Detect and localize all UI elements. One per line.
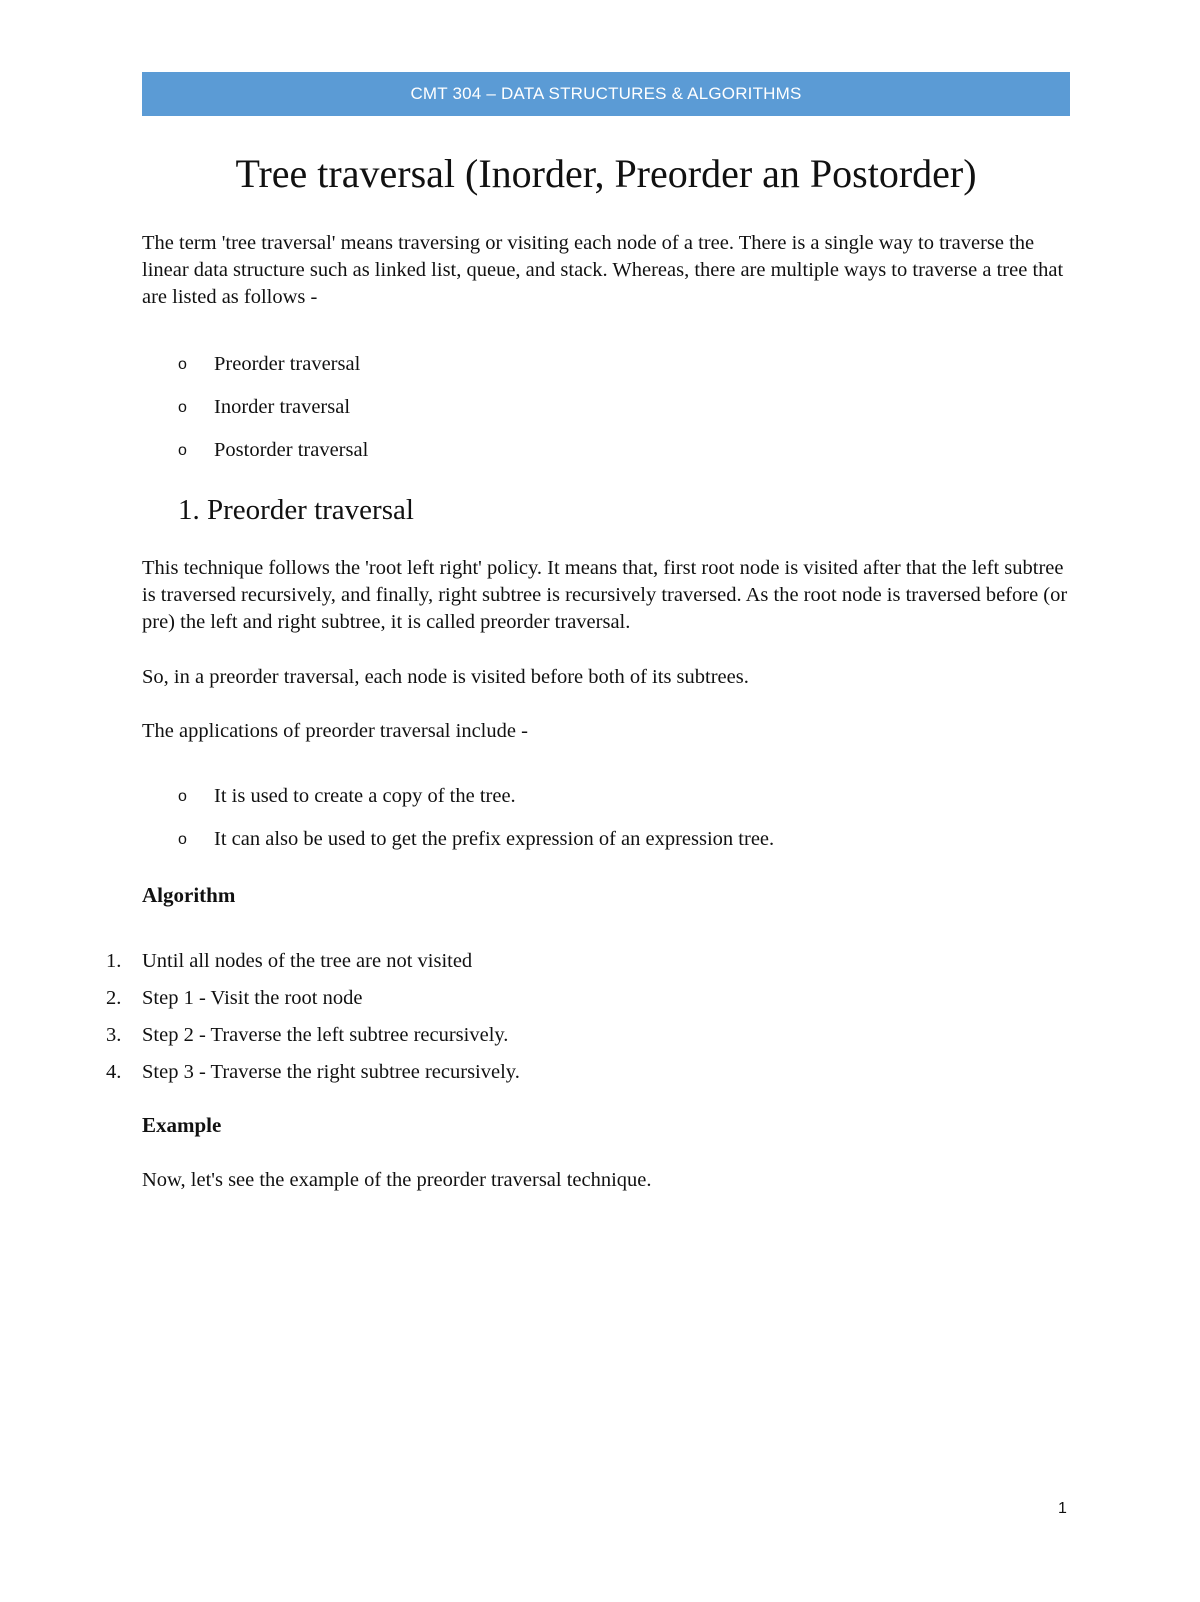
- algorithm-step: [100, 985, 520, 1022]
- algorithm-step: [100, 1022, 520, 1059]
- algorithm-step: [100, 1059, 520, 1096]
- page-number: 1: [1058, 1500, 1067, 1517]
- algorithm-heading: Algorithm: [142, 883, 236, 907]
- step-text: Until all nodes of the tree are not visited: [142, 950, 473, 972]
- list-item: [142, 351, 368, 394]
- preorder-description: This technique follows the 'root left right' policy. It means that, first root node is visited after that the left subtree is traversed recursively, and finally, right subtree is recursively traversed. As the root node is traversed before (or pre) the left and right subtree, it is called preorder traversal.: [142, 557, 1068, 633]
- list-item: [142, 394, 368, 437]
- list-item-text: It is used to create a copy of the tree.: [214, 785, 516, 807]
- bullet-marker: o: [178, 356, 187, 373]
- header-text: CMT 304 – DATA STRUCTURES & ALGORITHMS: [410, 84, 802, 103]
- algorithm-steps-list: [100, 948, 520, 1096]
- list-item-text: Inorder traversal: [214, 396, 351, 418]
- algorithm-step: [100, 948, 520, 985]
- bullet-marker: o: [178, 831, 187, 848]
- page-title: Tree traversal (Inorder, Preorder an Postorder): [235, 151, 977, 196]
- list-item-text: It can also be used to get the prefix expression of an expression tree.: [214, 828, 775, 850]
- step-number: 4.: [106, 1061, 122, 1083]
- list-item: [142, 826, 774, 869]
- list-item-text: Postorder traversal: [214, 439, 369, 461]
- section-heading-preorder: 1. Preorder traversal: [178, 494, 414, 526]
- list-item: [142, 437, 368, 480]
- step-text: Step 2 - Traverse the left subtree recursively.: [142, 1024, 509, 1046]
- example-paragraph: Now, let's see the example of the preorder traversal technique.: [142, 1169, 652, 1191]
- step-text: Step 3 - Traverse the right subtree recursively.: [142, 1061, 520, 1083]
- step-number: 2.: [106, 987, 122, 1009]
- list-item-text: Preorder traversal: [214, 353, 361, 375]
- step-number: 3.: [106, 1024, 122, 1046]
- bullet-marker: o: [178, 399, 187, 416]
- list-item: [142, 783, 774, 826]
- example-heading: Example: [142, 1113, 222, 1137]
- preorder-summary: So, in a preorder traversal, each node is visited before both of its subtrees.: [142, 666, 749, 688]
- bullet-marker: o: [178, 788, 187, 805]
- document-header-band: [142, 72, 1070, 116]
- applications-intro: The applications of preorder traversal include -: [142, 720, 528, 742]
- traversal-types-list: [142, 351, 368, 480]
- bullet-marker: o: [178, 442, 187, 459]
- step-number: 1.: [106, 950, 122, 972]
- intro-paragraph: The term 'tree traversal' means traversing or visiting each node of a tree. There is a single way to traverse the linear data structure such as linked list, queue, and stack. Whereas, there are multiple ways to traverse a tree that are listed as follows -: [142, 232, 1064, 308]
- step-text: Step 1 - Visit the root node: [142, 987, 363, 1009]
- applications-list: [142, 783, 774, 869]
